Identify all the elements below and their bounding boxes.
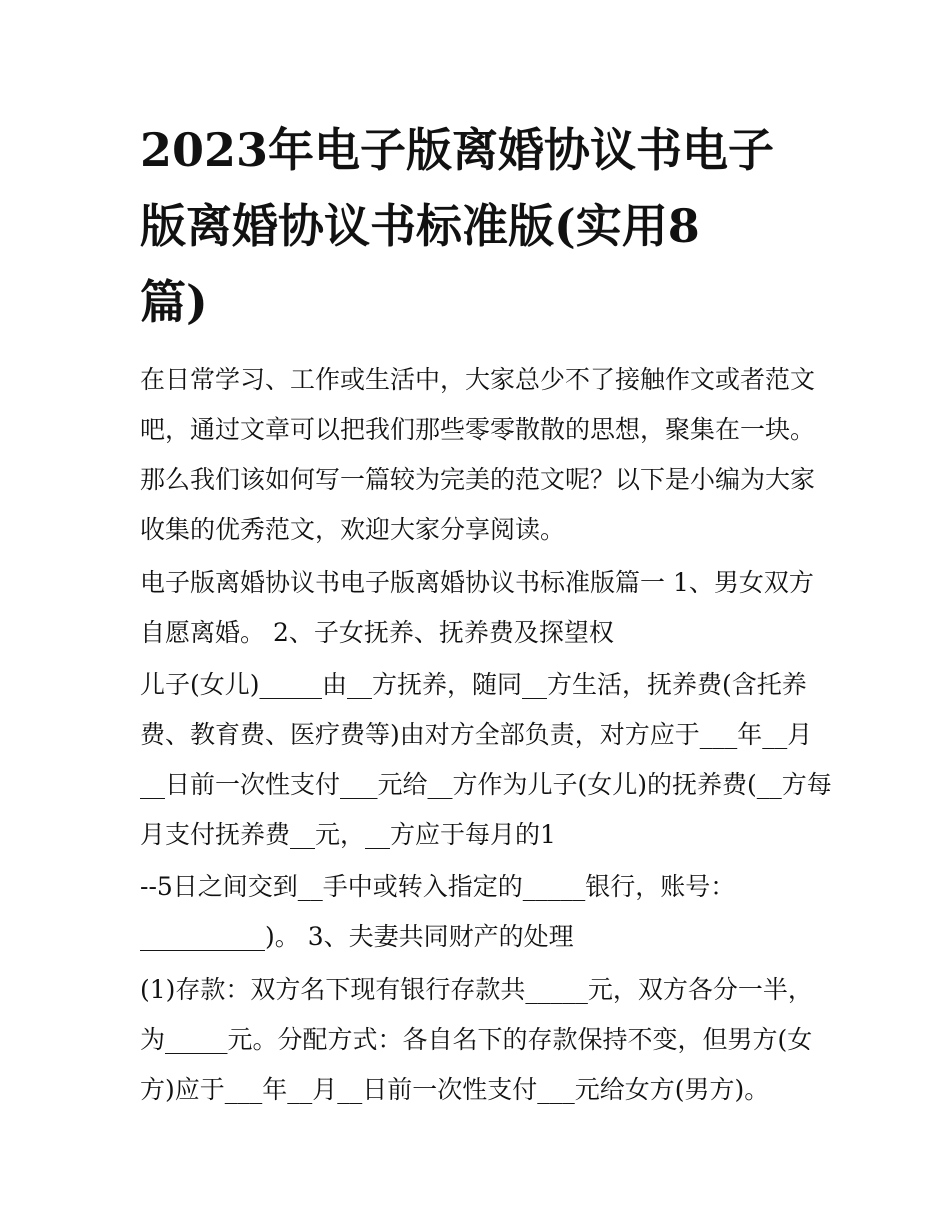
agreement-line-3: 儿子(女儿)_____由__方抚养，随同__方生活，抚养费(含托养: [140, 670, 807, 699]
agreement-line-11: 方)应于___年__月__日前一次性支付___元给女方(男方)。: [140, 1075, 770, 1104]
agreement-line-1: 电子版离婚协议书电子版离婚协议书标准版篇一 1、男女双方: [140, 568, 814, 597]
agreement-line-10: 为_____元。分配方式：各自名下的存款保持不变，但男方(女: [140, 1025, 813, 1054]
intro-line-1: 在日常学习、工作或生活中，大家总少不了接触作文或者范文: [140, 365, 816, 394]
document-title: [140, 112, 820, 340]
agreement-line-5: __日前一次性支付___元给__方作为儿子(女儿)的抚养费(__方每: [140, 770, 832, 799]
agreement-line-7: --5日之间交到__手中或转入指定的_____银行，账号：: [140, 872, 736, 901]
agreement-line-9: (1)存款：双方名下现有银行存款共_____元，双方各分一半，: [140, 975, 813, 1004]
intro-line-3: 那么我们该如何写一篇较为完美的范文呢？以下是小编为大家: [140, 465, 816, 494]
title-line-1: 2023年电子版离婚协议书电子: [140, 123, 775, 177]
intro-line-4: 收集的优秀范文，欢迎大家分享阅读。: [140, 515, 566, 544]
agreement-line-2: 自愿离婚。 2、子女抚养、抚养费及探望权: [140, 618, 614, 647]
intro-line-2: 吧，通过文章可以把我们那些零零散散的思想，聚集在一块。: [140, 415, 816, 444]
agreement-line-4: 费、教育费、医疗费等)由对方全部负责，对方应于___年__月: [140, 720, 813, 749]
agreement-line-6: 月支付抚养费__元，__方应于每月的1: [140, 820, 556, 849]
title-line-3: 篇): [140, 275, 208, 329]
agreement-line-8: __________)。 3、夫妻共同财产的处理: [140, 922, 574, 951]
title-line-2: 版离婚协议书标准版(实用8: [140, 199, 700, 253]
